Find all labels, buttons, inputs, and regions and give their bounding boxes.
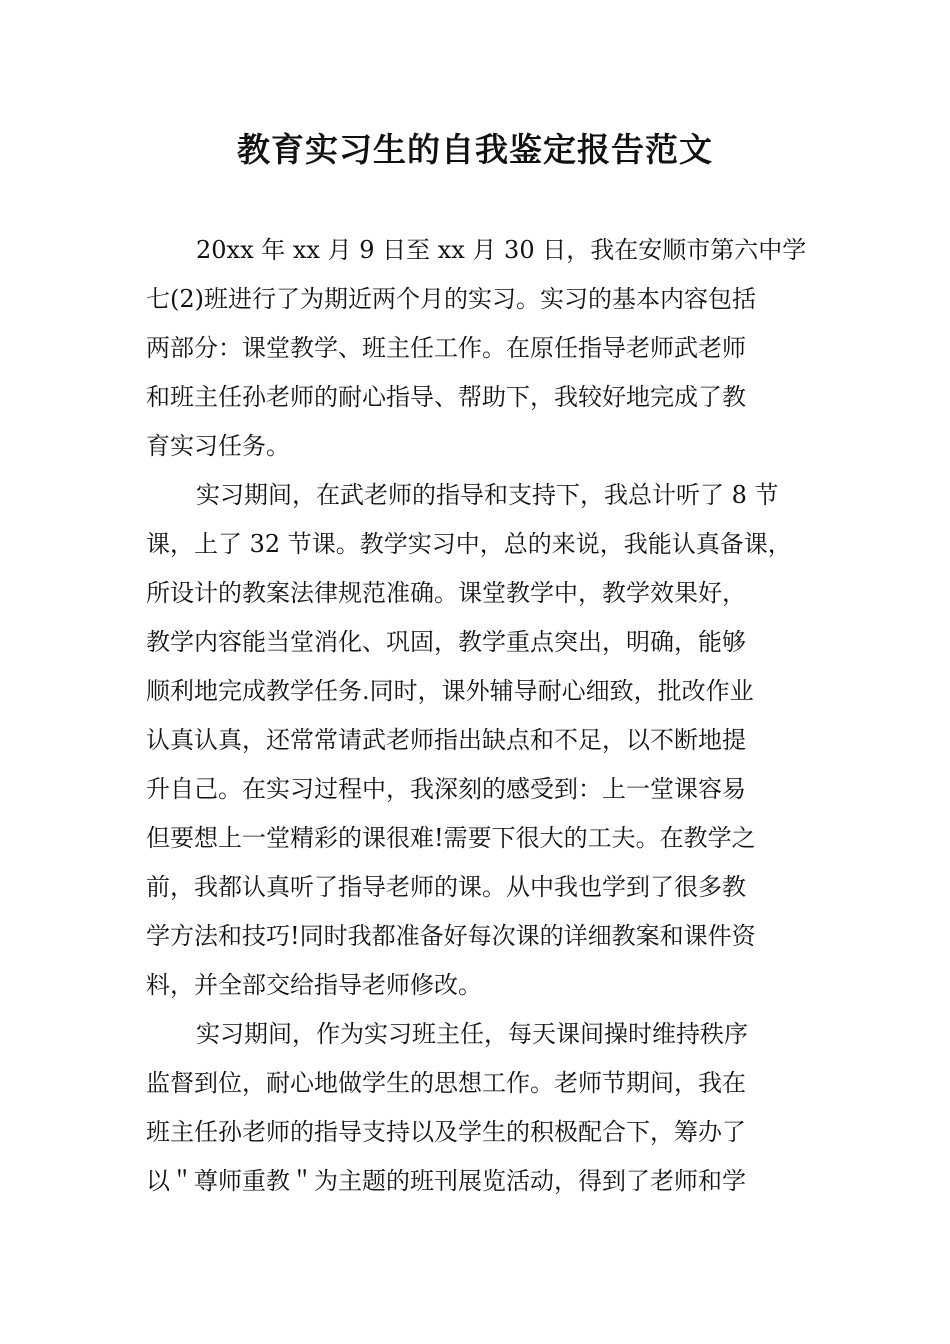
paragraph-line: 认真认真，还常常请武老师指出缺点和不足，以不断地提 (146, 726, 746, 754)
paragraph-line: 育实习任务。 (146, 432, 290, 460)
paragraph-line: 料，并全部交给指导老师修改。 (146, 971, 482, 999)
paragraph-line: 两部分：课堂教学、班主任工作。在原任指导老师武老师 (146, 334, 746, 362)
paragraph-line: 所设计的教案法律规范准确。课堂教学中，教学效果好， (146, 579, 746, 607)
paragraph-line: 升自己。在实习过程中，我深刻的感受到：上一堂课容易 (146, 775, 746, 803)
paragraph-line: 和班主任孙老师的耐心指导、帮助下，我较好地完成了教 (146, 383, 746, 411)
paragraph-line: 但要想上一堂精彩的课很难!需要下很大的工夫。在教学之 (146, 824, 756, 852)
paragraph-2 (146, 471, 808, 1010)
paragraph-line: 20xx 年 xx 月 9 日至 xx 月 30 日，我在安顺市第六中学 (196, 236, 807, 264)
document-body (146, 226, 808, 1206)
document-title: 教育实习生的自我鉴定报告范文 (237, 130, 713, 169)
paragraph-line: 监督到位，耐心地做学生的思想工作。老师节期间，我在 (146, 1069, 746, 1097)
paragraph-line: 实习期间，在武老师的指导和支持下，我总计听了 8 节 (196, 481, 779, 509)
paragraph-line: 班主任孙老师的指导支持以及学生的积极配合下，筹办了 (146, 1118, 746, 1146)
paragraph-3 (146, 1010, 808, 1206)
paragraph-line: 实习期间，作为实习班主任，每天课间操时维持秩序 (196, 1020, 748, 1048)
paragraph-line: 以＂尊师重教＂为主题的班刊展览活动，得到了老师和学 (146, 1167, 746, 1195)
paragraph-line: 前，我都认真听了指导老师的课。从中我也学到了很多教 (146, 873, 746, 901)
paragraph-line: 七(2)班进行了为期近两个月的实习。实习的基本内容包括 (146, 285, 756, 313)
paragraph-line: 课，上了 32 节课。教学实习中，总的来说，我能认真备课， (146, 530, 792, 558)
paragraph-line: 教学内容能当堂消化、巩固，教学重点突出，明确，能够 (146, 628, 746, 656)
paragraph-1 (146, 226, 808, 471)
paragraph-line: 学方法和技巧!同时我都准备好每次课的详细教案和课件资 (146, 922, 756, 950)
paragraph-line: 顺利地完成教学任务.同时，课外辅导耐心细致，批改作业 (146, 677, 754, 705)
